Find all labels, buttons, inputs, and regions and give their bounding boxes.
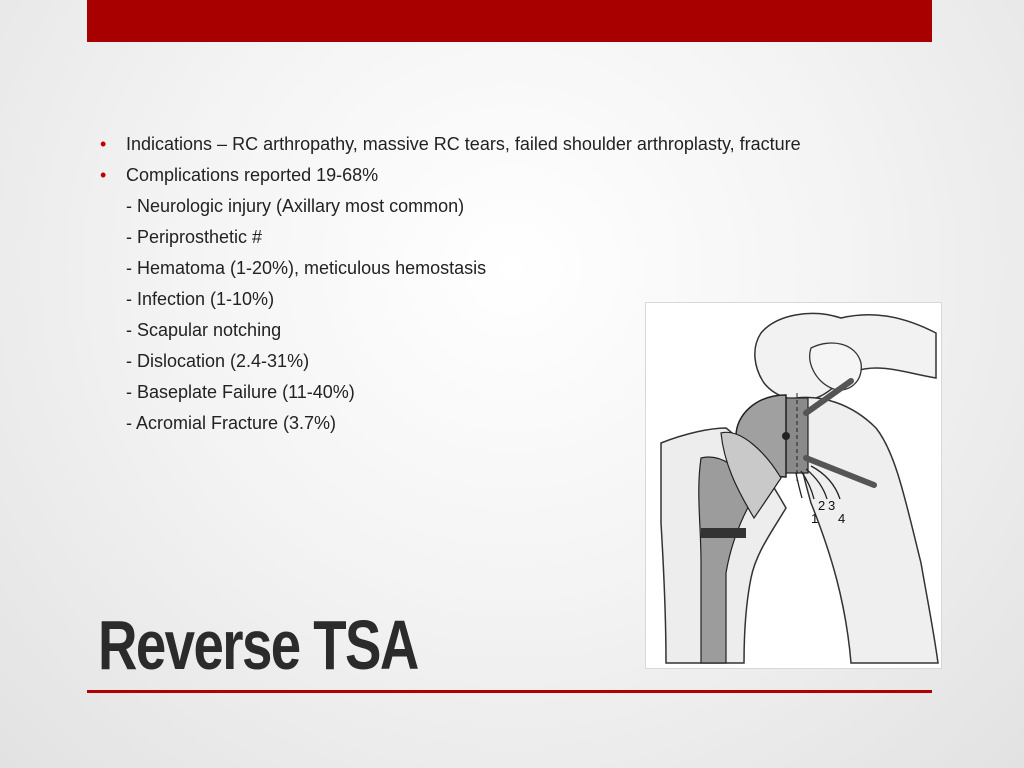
sub-item: - Hematoma (1-20%), meticulous hemostasis <box>126 258 487 278</box>
notch-label-4: 4 <box>838 511 846 526</box>
bullet-item <box>100 132 880 156</box>
bullet-text: Complications reported 19-68% <box>126 165 379 185</box>
bottom-accent-rule <box>87 690 932 693</box>
center-of-rotation <box>782 432 790 440</box>
sub-item: - Scapular notching <box>126 320 282 340</box>
slide-title: Reverse TSA <box>98 606 418 684</box>
sub-item: - Baseplate Failure (11-40%) <box>126 382 355 402</box>
bullet-marker: • <box>100 165 107 185</box>
sub-item: - Dislocation (2.4-31%) <box>126 351 310 371</box>
scapula-outline <box>796 397 938 663</box>
bullet-text: Indications – RC arthropathy, massive RC tears, failed shoulder arthroplasty, fracture <box>126 134 801 154</box>
bullet-marker: • <box>100 134 107 154</box>
sub-item: - Neurologic injury (Axillary most common) <box>126 196 465 216</box>
shoulder-diagram <box>646 303 941 668</box>
sub-item: - Acromial Fracture (3.7%) <box>126 413 337 433</box>
sub-item: - Infection (1-10%) <box>126 289 275 309</box>
notch-label-1: 1 <box>811 511 819 526</box>
notch-label-3: 3 <box>828 498 836 513</box>
notch-line-1 <box>796 473 802 498</box>
notch-label-2: 2 <box>818 498 826 513</box>
bullet-item <box>100 163 880 187</box>
top-accent-bar <box>87 0 932 42</box>
sub-item: - Periprosthetic # <box>126 227 263 247</box>
reverse-tsa-illustration <box>645 302 942 669</box>
